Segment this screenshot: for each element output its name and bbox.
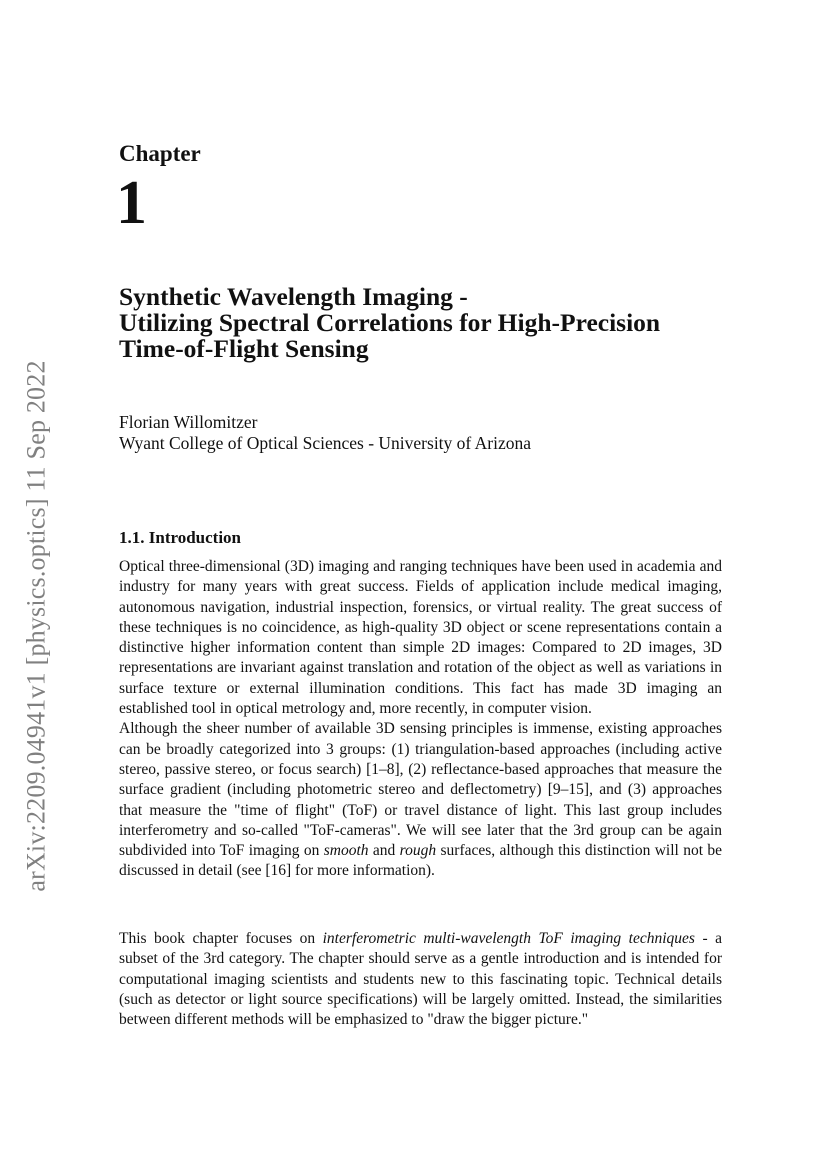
paragraph-1-part-b bbox=[119, 719, 722, 881]
emphasis-smooth: smooth bbox=[323, 842, 369, 860]
paragraph-1-text-b: Although the sheer number of available 3D sensing principles is immense, existing approaches can be broadly categorized into 3 groups: (1) triangulation-based approaches (including active stereo, passive stereo, or focus search) [1–8], (2) reflectance-based approaches that measure the surface gradient (including photometric stereo and deflectometry) [9–15], and (3) approaches that measure the "time of flight" (ToF) or travel distance of light. This last group includes interferometry and so-called "ToF-cameras". We will see later that the 3rd group can be again subdivided into ToF imaging on bbox=[119, 720, 722, 860]
chapter-title-line-3: Time-of-Flight Sensing bbox=[119, 334, 369, 363]
emphasis-topic: interferometric multi-wavelength ToF imaging techniques bbox=[322, 930, 695, 947]
chapter-title-line-1: Synthetic Wavelength Imaging - bbox=[119, 282, 468, 311]
chapter-number: 1 bbox=[116, 169, 147, 237]
chapter-title-line-2: Utilizing Spectral Correlations for High-Precision bbox=[119, 308, 661, 337]
author-affiliation: Wyant College of Optical Sciences - University of Arizona bbox=[119, 433, 532, 453]
paragraph-1-text-c: and bbox=[368, 842, 400, 860]
introduction-paragraph-1 bbox=[119, 557, 722, 882]
emphasis-rough: rough bbox=[399, 842, 437, 860]
arxiv-identifier-text: arXiv:2209.04941v1 [physics.optics] 11 Sep 2022 bbox=[22, 359, 51, 892]
paragraph-2-body bbox=[119, 929, 722, 1030]
paragraph-2-text-b: - a subset of the 3rd category. The chapter should serve as a gentle introduction and is intended for computational imaging scientists and students new to this fascinating topic. Technical details (such as detector or light source specifications) will be largely omitted. Instead, the similarities between different methods will be emphasized to "draw the bigger picture." bbox=[119, 930, 722, 1029]
author-name: Florian Willomitzer bbox=[119, 412, 258, 432]
section-heading: 1.1. Introduction bbox=[119, 528, 242, 547]
paragraph-1-text-d: surfaces, although this distinction will not be discussed in detail (see [16] for more information). bbox=[119, 842, 722, 880]
arxiv-identifier-stamp bbox=[19, 338, 55, 913]
paragraph-2-text-a: This book chapter focuses on bbox=[119, 930, 323, 947]
introduction-paragraph-2 bbox=[119, 929, 722, 1030]
paragraph-1-part-a: Optical three-dimensional (3D) imaging and ranging techniques have been used in academia and industry for many years with great success. Fields of application include medical imaging, autonomous navigation, industrial inspection, forensics, or virtual reality. The great success of these techniques is no coincidence, as high-quality 3D object or scene representations contain a distinctive higher information content than simple 2D images: Compared to 2D images, 3D representations are invariant against translation and rotation of the object as well as variations in surface texture or external illumination conditions. This fact has made 3D imaging an established tool in optical metrology and, more recently, in computer vision. bbox=[119, 558, 722, 718]
author-block bbox=[119, 412, 531, 454]
chapter-label: Chapter bbox=[119, 141, 201, 166]
chapter-title bbox=[119, 284, 759, 362]
